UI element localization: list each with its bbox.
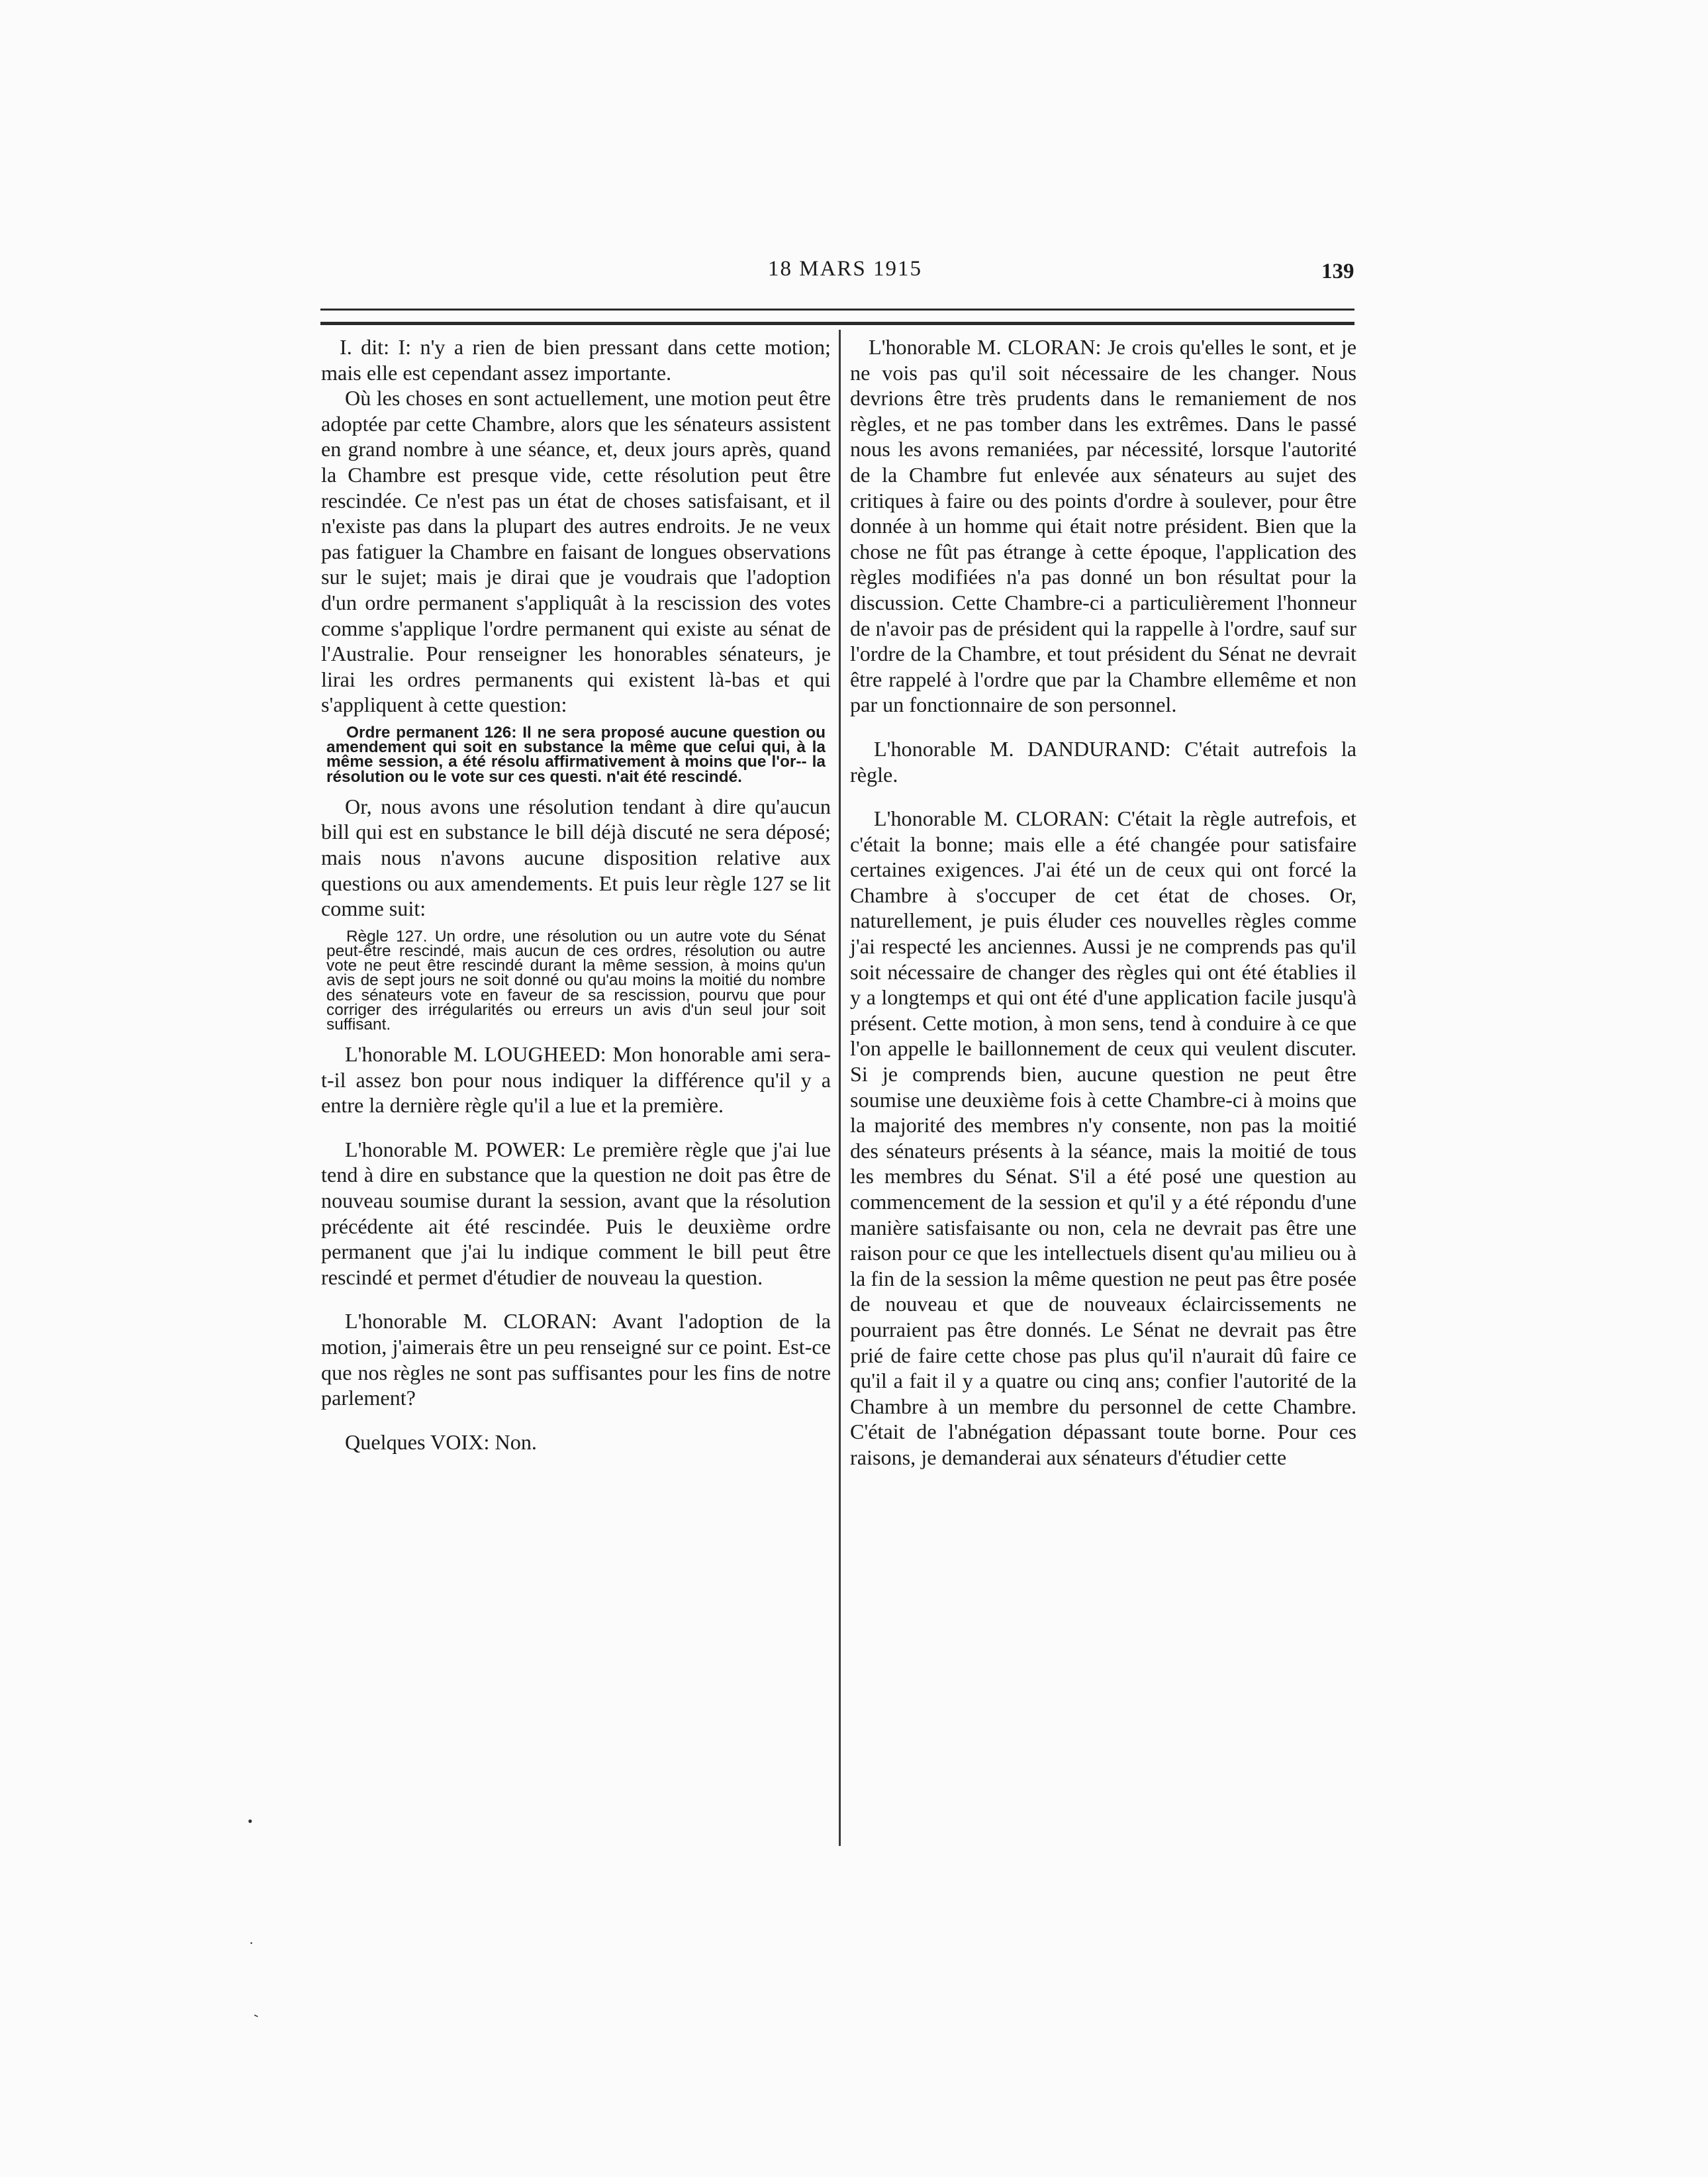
page-number: 139 xyxy=(1321,260,1354,283)
page-date: 18 MARS 1915 xyxy=(768,257,923,281)
block-quote-rule-126: Ordre permanent 126: Il ne sera proposé aucune question ou amendement qui soit en substance la même que celui qui, à la même session, a été résolu affirmativement à moins que l'or-- la résolution ou le vote sur ces questi. n'ait été rescindé. xyxy=(326,723,826,786)
header-rule-thin xyxy=(320,309,1354,311)
left-column xyxy=(321,334,831,1455)
paragraph: I. dit: I: n'y a rien de bien pressant dans cette motion; mais elle est cependant assez importante. xyxy=(321,335,831,385)
header-rule-thick xyxy=(320,322,1354,325)
speech-cloran: L'honorable M. CLORAN: Je crois qu'elles le sont, et je ne vois pas qu'il soit nécessaire de les changer. Nous devrions être très prudents dans le remaniement de nos règles, et ne pas tomber dans les extrêmes. Dans le passé nous les avons remaniées, par nécessité, lorsque l'autorité de la Chambre fut enlevée aux sénateurs au sujet des critiques à faire ou des points d'ordre à soulever, pour être donnée à un homme qui était notre président. Bien que la chose ne fût pas étrange à cette époque, l'application des règles modifiées n'a pas donné un bon résultat pour la discussion. Cette Chambre-ci a particulièrement l'honneur de n'avoir pas de président qui la rappelle à l'ordre, sauf sur l'ordre de la Chambre, et tout président du Sénat ne devrait être rappelé à l'ordre que par la Chambre ellemême et non par un fonctionnaire de son personnel. xyxy=(850,335,1356,717)
speech-cloran: L'honorable M. CLORAN: Avant l'adoption de la motion, j'aimerais être un peu renseigné sur ce point. Est-ce que nos règles ne sont pas suffisantes pour les fins de notre parlement? xyxy=(321,1309,831,1410)
speech-voices: Quelques VOIX: Non. xyxy=(345,1429,537,1454)
scan-speck: • xyxy=(248,1813,253,1829)
speech-dandurand: L'honorable M. DANDURAND: C'était autrefois la règle. xyxy=(850,736,1356,787)
scan-speck: ‐ xyxy=(251,2006,263,2023)
block-quote-rule-127: Règle 127. Un ordre, une résolution ou un autre vote du Sénat peut-être rescindé, mais aucun de ces ordres, résolution ou autre vote ne peut être rescindé durant la même session, à moins qu'un avis de sept jours ne soit donné ou qu'au moins la moitié du nombre des sénateurs vote en faveur de sa rescission, pourvu que pour corriger des irrégularités ou erreurs un avis d'un seul jour soit suffisant. xyxy=(326,927,826,1034)
speech-cloran: L'honorable M. CLORAN: C'était la règle autrefois, et c'était la bonne; mais elle a été changée pour satisfaire certaines exigences. J'ai été un de ceux qui ont forcé la Chambre à s'occuper de cet état de choses. Or, naturellement, je puis éluder ces nouvelles règles comme j'ai respecté les anciennes. Aussi je ne comprends pas qu'il soit nécessaire de changer des règles qui ont été établies il y a longtemps et qui ont été d'une application facile jusqu'à présent. Cette motion, à mon sens, tend à conduire à ce que l'on appelle le baillonnement de ceux qui veulent discuter. Si je comprends bien, aucune question ne peut être soumise une deuxième fois à cette Chambre-ci à moins que la majorité des membres n'y consente, non pas la moitié des sénateurs présents à la séance, mais la moitié de tous les membres du Sénat. S'il a été posé une question au commencement de la session et qu'il y a été répondu d'une manière satisfaisante ou non, cela ne devrait pas être une raison pour ce que les intellectuels disent qu'au milieu ou à la fin de la session la même question ne peut pas être posée de nouveau et que de nouveaux éclaircissements ne pourraient pas être donnés. Le Sénat ne devrait pas être prié de faire cette chose pas plus qu'il n'aurait dû faire ce qu'il a fait il y a quatre ou cinq ans; confier l'autorité de la Chambre à un membre du personnel de cette Chambre. C'était de l'abnégation dépassant toute borne. Pour ces raisons, je demanderai aux sénateurs d'étudier cette xyxy=(850,806,1356,1469)
scan-speck: · xyxy=(249,1935,254,1951)
column-separator xyxy=(839,330,841,1846)
paragraph: Où les choses en sont actuellement, une motion peut être adoptée par cette Chambre, alors que les sénateurs assistent en grand nombre à une séance, et, deux jours après, quand la Chambre est presque vide, cette résolution peut être rescindée. Ce n'est pas un état de choses satisfaisant, et il n'existe pas dans la plupart des autres endroits. Je ne veux pas fatiguer la Chambre en faisant de longues observations sur le sujet; mais je dirai que je voudrais que l'adoption d'un ordre permanent s'appliquât à la rescission des votes comme s'applique l'ordre permanent qui existe au sénat de l'Australie. Pour renseigner les honorables sénateurs, je lirai les ordres permanents qui existent là-bas et qui s'appliquent à cette question: xyxy=(321,386,831,717)
speech-lougheed: L'honorable M. LOUGHEED: Mon honorable ami sera-t-il assez bon pour nous indiquer la différence qu'il y a entre la dernière règle qu'il a lue et la première. xyxy=(321,1042,831,1118)
right-column xyxy=(850,334,1356,1471)
paragraph: Or, nous avons une résolution tendant à dire qu'aucun bill qui est en substance le bill déjà discuté ne sera déposé; mais nous n'avons aucune disposition relative aux questions ou aux amendements. Et puis leur règle 127 se lit comme suit: xyxy=(321,794,831,921)
speech-power: L'honorable M. POWER: Le première règle que j'ai lue tend à dire en substance que la question ne doit pas être de nouveau soumise durant la session, avant que la résolution précédente ait été rescindée. Puis le deuxième ordre permanent que j'ai lu indique comment le bill peut être rescindé et permet d'étudier de nouveau la question. xyxy=(321,1137,831,1289)
